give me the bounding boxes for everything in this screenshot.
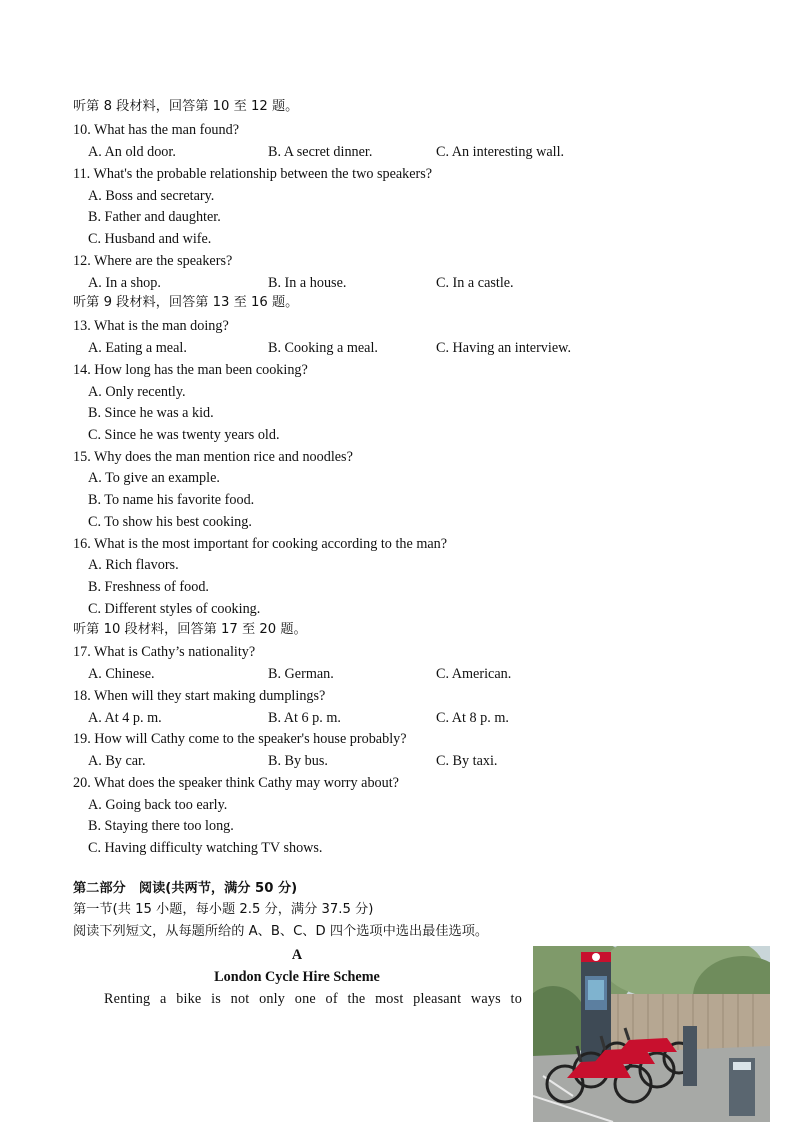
question-20: 20. What does the speaker think Cathy may worry about? (73, 775, 399, 791)
option-c: C. Husband and wife. (88, 231, 212, 247)
option-c: C. By taxi. (436, 753, 498, 769)
question-15: 15. Why does the man mention rice and noodles? (73, 449, 353, 465)
reading-instructions: 阅读下列短文，从每题所给的 A、B、C、D 四个选项中选出最佳选项。 (73, 924, 489, 939)
option-a: A. Boss and secretary. (88, 188, 215, 204)
option-c: C. An interesting wall. (436, 144, 565, 160)
option-a: A. Going back too early. (88, 797, 228, 813)
question-13: 13. What is the man doing? (73, 318, 229, 334)
option-a: A. Chinese. (88, 666, 155, 682)
option-a: A. Rich flavors. (88, 557, 179, 573)
section-8-heading: 听第 8 段材料，回答第 10 至 12 题。 (73, 99, 299, 114)
option-c: C. In a castle. (436, 275, 514, 291)
question-10: 10. What has the man found? (73, 122, 240, 138)
option-c: C. Having difficulty watching TV shows. (88, 840, 323, 856)
question-16: 16. What is the most important for cooking according to the man? (73, 536, 448, 552)
option-b: B. Since he was a kid. (88, 405, 214, 421)
question-19: 19. How will Cathy come to the speaker's house probably? (73, 731, 407, 747)
section-10-heading: 听第 10 段材料，回答第 17 至 20 题。 (73, 622, 307, 637)
option-c: C. American. (436, 666, 512, 682)
option-c: C. At 8 p. m. (436, 710, 509, 726)
option-c: C. Having an interview. (436, 340, 572, 356)
bike-docking-station-photo (533, 946, 770, 1122)
option-a: A. Only recently. (88, 384, 186, 400)
option-b: B. Freshness of food. (88, 579, 209, 595)
option-a: A. To give an example. (88, 470, 220, 486)
option-a: A. Eating a meal. (88, 340, 187, 356)
option-a: A. An old door. (88, 144, 176, 160)
passage-letter: A (291, 947, 303, 963)
option-c: C. Different styles of cooking. (88, 601, 261, 617)
option-b: B. By bus. (268, 753, 328, 769)
option-a: A. By car. (88, 753, 146, 769)
option-a: A. In a shop. (88, 275, 161, 291)
option-b: B. German. (268, 666, 334, 682)
option-c: C. Since he was twenty years old. (88, 427, 280, 443)
question-17: 17. What is Cathy’s nationality? (73, 644, 256, 660)
option-c: C. To show his best cooking. (88, 514, 252, 530)
option-b: B. In a house. (268, 275, 347, 291)
passage-paragraph: Renting a bike is not only one of the most pleasant ways to (104, 991, 522, 1007)
option-b: B. Cooking a meal. (268, 340, 378, 356)
passage-title: London Cycle Hire Scheme (214, 969, 380, 985)
question-12: 12. Where are the speakers? (73, 253, 233, 269)
option-b: B. A secret dinner. (268, 144, 373, 160)
question-14: 14. How long has the man been cooking? (73, 362, 308, 378)
question-18: 18. When will they start making dumplings? (73, 688, 326, 704)
section-1-title: 第一节(共 15 小题，每小题 2.5 分，满分 37.5 分) (73, 902, 374, 917)
option-b: B. To name his favorite food. (88, 492, 255, 508)
section-9-heading: 听第 9 段材料，回答第 13 至 16 题。 (73, 295, 299, 310)
question-11: 11. What's the probable relationship between the two speakers? (73, 166, 433, 182)
option-a: A. At 4 p. m. (88, 710, 162, 726)
option-b: B. Staying there too long. (88, 818, 234, 834)
part-2-title: 第二部分 阅读(共两节，满分 50 分) (73, 881, 298, 896)
option-b: B. At 6 p. m. (268, 710, 341, 726)
option-b: B. Father and daughter. (88, 209, 221, 225)
